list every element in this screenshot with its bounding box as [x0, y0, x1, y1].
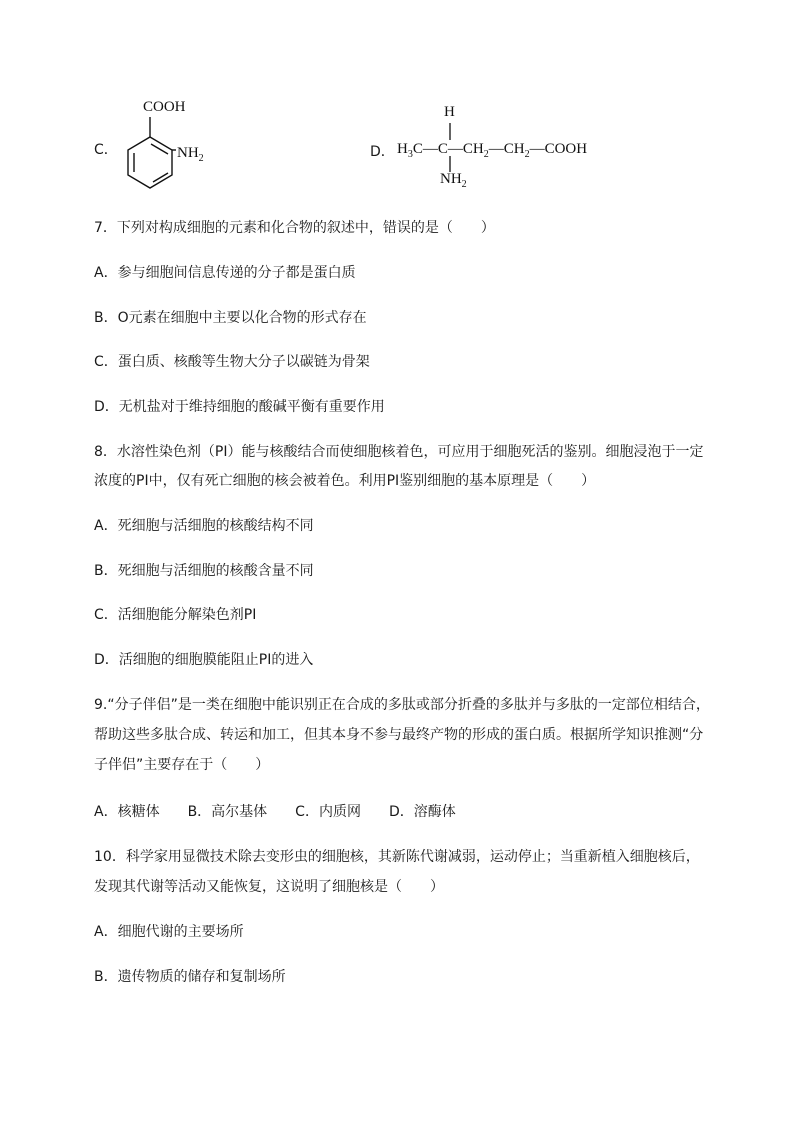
- option-a: A．死细胞与活细胞的核酸结构不同: [94, 518, 314, 534]
- option-b: B．遗传物质的储存和复制场所: [94, 969, 286, 985]
- carbon-chain: $H_3C—C—CH_2—CH_2—COOH$: [397, 141, 588, 160]
- question-stem-line-2: 发现其代谢等活动又能恢复，这说明了细胞核是（ ）: [94, 879, 444, 895]
- question-stem-line-1: 8．水溶性染色剂（PI）能与核酸结合而使细胞核着色，可应用于细胞死活的鉴别。细胞浸泡于一定: [94, 444, 704, 460]
- h-atom: H: [444, 104, 455, 120]
- nh2-group: $NH_2$: [177, 145, 204, 164]
- question-stem-line-1: 9.“分子伴侣”是一类在细胞中能识别正在合成的多肽或部分折叠的多肽并与多肽的一定部位相结合，: [94, 697, 710, 713]
- option-c: C．蛋白质、核酸等生物大分子以碳链为骨架: [94, 354, 370, 370]
- option-c: C．活细胞能分解染色剂PI: [94, 607, 257, 623]
- option-d-label: D．: [370, 144, 395, 160]
- question-stem-line-1: 10．科学家用显微技术除去变形虫的细胞核，其新陈代谢减弱，运动停止；当重新植入细胞核后，: [94, 849, 700, 865]
- option-b: B．O元素在细胞中主要以化合物的形式存在: [94, 310, 367, 326]
- options-row: A．核糖体 B．高尔基体 C．内质网 D．溶酶体: [94, 804, 456, 820]
- double-bond-bottom-right: [153, 173, 168, 182]
- amino-group: $NH_2$: [440, 171, 467, 190]
- option-b: B．死细胞与活细胞的核酸含量不同: [94, 563, 314, 579]
- option-d: D．活细胞的细胞膜能阻止PI的进入: [94, 652, 314, 668]
- question-stem: 7．下列对构成细胞的元素和化合物的叙述中，错误的是（ ）: [94, 220, 495, 236]
- option-d: D．无机盐对于维持细胞的酸碱平衡有重要作用: [94, 399, 385, 415]
- question-stem-line-2: 帮助这些多肽合成、转运和加工，但其本身不参与最终产物的形成的蛋白质。根据所学知识推测“分: [94, 727, 704, 743]
- option-c-label: C．: [94, 142, 118, 158]
- option-a: A．参与细胞间信息传递的分子都是蛋白质: [94, 265, 356, 281]
- question-stem-line-3: 子伴侣”主要存在于（ ）: [94, 757, 270, 773]
- question-stem-line-2: 浓度的PI中，仅有死亡细胞的核会被着色。利用PI鉴别细胞的基本原理是（ ）: [94, 473, 596, 489]
- cooh-group: COOH: [143, 99, 186, 115]
- option-a: A．细胞代谢的主要场所: [94, 924, 244, 940]
